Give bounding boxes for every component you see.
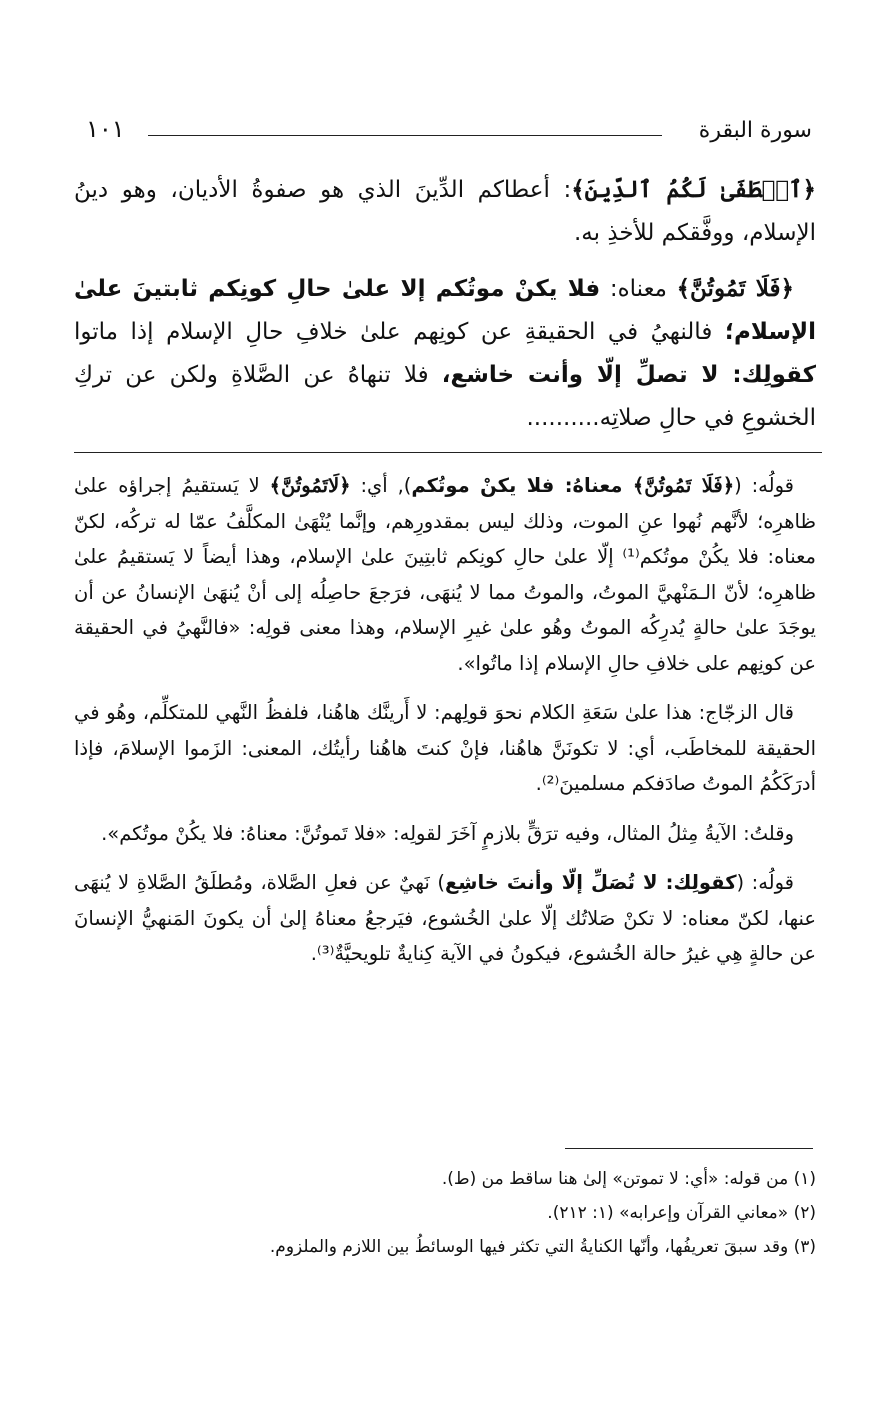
commentary-text-part: ) نَهيٌ عن فعلِ الصَّلاة، ومُطلَقُ الصَّلاةِ لا يُنهَى عنها، لكنّ معناه: لا تكنْ صَلاتُك إلّا علىٰ الخُشوع، فيَرجعُ معناهُ إلىٰ أن يكونَ المَنهيُّ الإنسانَ عن حالةٍ هِي غيرُ حالة الخُشوع، فيكونُ في الآية كِنايةٌ تلويحيَّةٌ⁽³⁾. <box>74 871 816 965</box>
surah-title: سورة البقرة <box>698 118 812 143</box>
explanation-text: فلا تنهاهُ عن الصَّلاةِ ولكن عن تركِ الخشوعِ في حالِ صلاتِه.......... <box>74 362 816 431</box>
page-number: ١٠١ <box>86 115 125 143</box>
section-divider <box>74 452 822 453</box>
commentary-text-part: ), أي: <box>350 474 412 497</box>
verse-quote: ﴿فَلَا تَمُوتُنَّ﴾ <box>676 275 794 302</box>
verse-quote: ﴿ٱصۡطَفَىٰ لَكُمُ ٱلدِّينَ﴾ <box>571 176 816 203</box>
commentary-paragraph-1 <box>74 468 816 681</box>
bold-text: كقولِك: لا تُصَلِّ إلّا وأنتَ خاشِع <box>444 871 737 894</box>
bold-text: معناهُ: فلا يكنْ موتُكم <box>411 474 633 497</box>
main-text <box>74 168 816 452</box>
commentary-paragraph-4 <box>74 865 816 972</box>
commentary-lead: قولُه: ( <box>734 474 794 497</box>
explanation-text: : أعطاكم الدِّينَ الذي هو صفوةُ الأديان، وهو دينُ الإسلام، ووفَّقكم للأخذِ به. <box>74 177 816 246</box>
footnote-1: (١) من قوله: «أي: لا تموتن» إلىٰ هنا ساقط من (ط). <box>441 1169 816 1189</box>
verse-quote: ﴿فَلَا تَمُوتُنَّ﴾ <box>632 474 735 497</box>
main-paragraph-1 <box>74 168 816 255</box>
commentary-text <box>74 468 816 986</box>
commentary-paragraph-2: قال الزجّاج: هذا علىٰ سَعَةِ الكلام نحوَ قولِهم: لا أَرينَّك هاهُنا، فلفظُ النَّهي للمتكلِّم، وهُو في الحقيقة للمخاطَب، أي: لا تكونَنَّ هاهُنا، فإنْ كنتَ هاهُنا رأيتُك، المعنى: الزَموا الإسلامَ، فإذا أدرَكَكُمُ الموتُ صادَفكم مسلمينَ⁽²⁾. <box>74 701 816 795</box>
commentary-lead: قولُه: ( <box>736 871 794 894</box>
bold-text: كقولِك: لا تصلِّ إلّا وأنت خاشع، <box>441 362 817 388</box>
footnote-divider <box>565 1148 813 1149</box>
main-paragraph-2 <box>74 267 816 440</box>
footnote-3: (٣) وقد سبقَ تعريفُها، وأنّها الكنايةُ التي تكثر فيها الوسائطُ بين اللازم والملزوم. <box>269 1237 816 1257</box>
footnote-2: (٢) «معاني القرآن وإعرابه» (١: ٢١٢). <box>547 1203 816 1223</box>
commentary-text-part: لا يَستقيمُ إجراؤه علىٰ ظاهرِه؛ لأنَّهم نُهوا عنِ الموت، وذلك ليس بمقدورِهم، وإنَّما يُنْهَىٰ المكلَّفُ عمّا له تركُه، لكنّ معناه: فلا يكُنْ موتُكم⁽¹⁾ إلّا علىٰ حالِ كونِكم ثابتِينَ علىٰ الإسلام، وهذا أيضاً لا يَستقيمُ علىٰ ظاهرِه؛ لأنّ الـمَنْهيَّ الموتُ، والموتُ مما لا يُنهَى، فرَجعَ حاصِلُه إلى أنْ يُنهَىٰ الإنسانُ عن أن يوجَدَ علىٰ حالةٍ يُدرِكُه الموتُ وهُو علىٰ غيرِ الإسلام، وهذا معنى قولِه: «فالنَّهيُ في الحقيقة عن كونِهم على خلافِ حالِ الإسلام إذا ماتُوا». <box>74 474 816 675</box>
explanation-text: فالنهيُ في الحقيقةِ عن كونِهم علىٰ خلافِ حالِ الإسلام إذا ماتوا <box>74 319 725 345</box>
header-divider <box>148 135 662 136</box>
verse-quote: ﴿لَاتَمُوتُنَّ﴾ <box>269 474 351 497</box>
bold-text: فلا يكنْ موتُكم إلا علىٰ حالِ كونِكم ثابتينَ علىٰ الإسلام؛ <box>74 276 816 345</box>
footnotes <box>74 1162 816 1264</box>
commentary-paragraph-3: وقلتُ: الآيةُ مِثلُ المثال، وفيه ترَقٍّ بلازمٍ آخَرَ لقولِه: «فلا تَموتُنَّ: معناهُ: فلا يكُنْ موتُكم». <box>101 821 794 845</box>
meaning-label: معناه: <box>600 276 677 302</box>
page-header <box>82 112 812 156</box>
